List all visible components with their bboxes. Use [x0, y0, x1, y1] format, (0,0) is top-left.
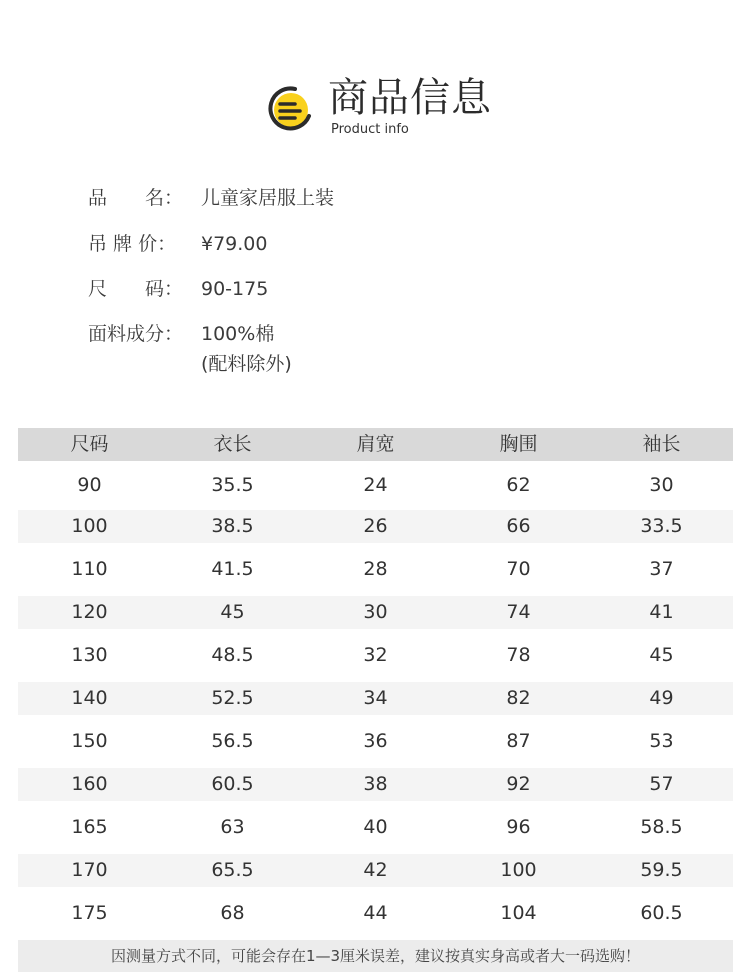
attr-price-label: 吊 牌 价：	[88, 233, 177, 255]
table-row	[18, 725, 733, 758]
cell-chest: 66	[506, 515, 531, 537]
cell-size: 100	[71, 515, 108, 537]
table-row	[18, 553, 733, 586]
document-list-icon	[262, 80, 318, 136]
page-title: 商品信息	[328, 75, 492, 121]
cell-size: 160	[71, 773, 108, 795]
cell-sleeve: 57	[649, 773, 674, 795]
table-row	[18, 768, 733, 801]
cell-sleeve: 30	[649, 474, 674, 496]
cell-sleeve: 33.5	[640, 515, 683, 537]
table-row	[18, 639, 733, 672]
cell-shoulder: 24	[363, 474, 388, 496]
cell-sleeve: 49	[649, 687, 674, 709]
header-cell-sleeve: 袖长	[642, 433, 681, 455]
cell-chest: 92	[506, 773, 531, 795]
cell-shoulder: 30	[363, 601, 388, 623]
cell-length: 48.5	[211, 644, 254, 666]
cell-length: 52.5	[211, 687, 254, 709]
measurement-note: 因测量方式不同，可能会存在1—3厘米误差，建议按真实身高或者大一码选购！	[18, 940, 733, 972]
cell-length: 56.5	[211, 730, 254, 752]
attr-name-value: 儿童家居服上装	[201, 187, 335, 209]
cell-length: 38.5	[211, 515, 254, 537]
cell-chest: 100	[500, 859, 537, 881]
table-row	[18, 854, 733, 887]
cell-size: 140	[71, 687, 108, 709]
cell-chest: 62	[506, 474, 531, 496]
header-cell-length: 衣长	[213, 433, 252, 455]
attr-size-value: 90-175	[201, 278, 269, 300]
cell-shoulder: 36	[363, 730, 388, 752]
cell-length: 45	[220, 601, 245, 623]
table-row	[18, 897, 733, 930]
cell-size: 175	[71, 902, 108, 924]
cell-length: 65.5	[211, 859, 254, 881]
cell-chest: 96	[506, 816, 531, 838]
cell-chest: 74	[506, 601, 531, 623]
cell-size: 170	[71, 859, 108, 881]
table-row	[18, 510, 733, 543]
cell-sleeve: 60.5	[640, 902, 683, 924]
cell-shoulder: 44	[363, 902, 388, 924]
cell-shoulder: 42	[363, 859, 388, 881]
table-row	[18, 682, 733, 715]
table-row	[18, 596, 733, 629]
cell-size: 150	[71, 730, 108, 752]
attr-fabric-note: (配料除外)	[201, 353, 292, 375]
cell-chest: 70	[506, 558, 531, 580]
cell-size: 165	[71, 816, 108, 838]
cell-sleeve: 53	[649, 730, 674, 752]
cell-chest: 82	[506, 687, 531, 709]
cell-sleeve: 41	[649, 601, 674, 623]
attr-fabric-label: 面料成分：	[88, 323, 184, 345]
table-row	[18, 811, 733, 844]
product-info-header	[0, 70, 750, 140]
cell-length: 68	[220, 902, 245, 924]
cell-sleeve: 37	[649, 558, 674, 580]
cell-chest: 87	[506, 730, 531, 752]
cell-shoulder: 28	[363, 558, 388, 580]
cell-length: 35.5	[211, 474, 254, 496]
cell-shoulder: 32	[363, 644, 388, 666]
cell-shoulder: 26	[363, 515, 388, 537]
cell-chest: 78	[506, 644, 531, 666]
page-subtitle: Product info	[331, 122, 409, 137]
table-header	[18, 428, 733, 461]
cell-shoulder: 38	[363, 773, 388, 795]
cell-length: 41.5	[211, 558, 254, 580]
cell-length: 60.5	[211, 773, 254, 795]
cell-size: 130	[71, 644, 108, 666]
cell-size: 90	[77, 474, 102, 496]
cell-size: 120	[71, 601, 108, 623]
header-cell-chest: 胸围	[499, 433, 538, 455]
table-row	[18, 469, 733, 502]
header-cell-size: 尺码	[70, 433, 109, 455]
cell-length: 63	[220, 816, 245, 838]
cell-shoulder: 40	[363, 816, 388, 838]
cell-sleeve: 58.5	[640, 816, 683, 838]
cell-size: 110	[71, 558, 108, 580]
cell-sleeve: 59.5	[640, 859, 683, 881]
header-cell-shoulder: 肩宽	[356, 433, 395, 455]
attr-name-label: 品 名：	[88, 187, 184, 209]
cell-shoulder: 34	[363, 687, 388, 709]
cell-sleeve: 45	[649, 644, 674, 666]
attr-size-label: 尺 码：	[88, 278, 184, 300]
attr-fabric-value: 100%棉	[201, 323, 275, 345]
attr-price-value: ¥79.00	[201, 233, 268, 255]
cell-chest: 104	[500, 902, 537, 924]
